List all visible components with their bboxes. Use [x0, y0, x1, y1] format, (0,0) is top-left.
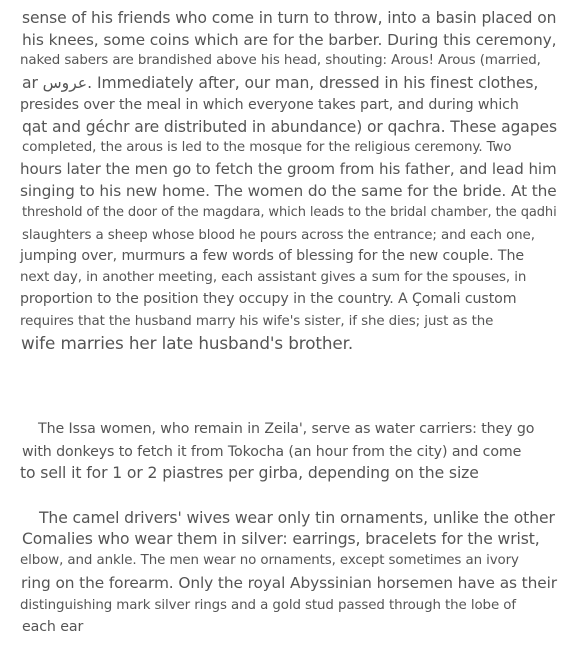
text-line: distinguishing mark silver rings and a gold stud passed through the lobe of	[20, 598, 516, 613]
text-line: completed, the arous is led to the mosque for the religious ceremony. Two	[22, 140, 512, 155]
text-line: The Issa women, who remain in Zeila', serve as water carriers: they go	[38, 421, 535, 437]
text-line: elbow, and ankle. The men wear no ornaments, except sometimes an ivory	[20, 553, 519, 568]
text-line: to sell it for 1 or 2 piastres per girba, depending on the size	[20, 464, 479, 482]
text-line: each ear	[22, 619, 84, 635]
text-line: The camel drivers' wives wear only tin ornaments, unlike the other	[39, 509, 555, 527]
text-line: hours later the men go to fetch the groom from his father, and lead him	[20, 160, 557, 178]
text-line: his knees, some coins which are for the barber. During this ceremony,	[22, 31, 557, 49]
text-line: naked sabers are brandished above his head, shouting: Arous! Arous (married,	[20, 53, 541, 68]
text-line: next day, in another meeting, each assistant gives a sum for the spouses, in	[20, 270, 527, 285]
text-line: presides over the meal in which everyone takes part, and during which	[20, 97, 519, 113]
text-line: qat and géchr are distributed in abundance) or qachra. These agapes	[22, 118, 557, 136]
text-line: singing to his new home. The women do the same for the bride. At the	[20, 182, 557, 200]
text-line: wife marries her late husband's brother.	[21, 333, 354, 353]
text-line: with donkeys to fetch it from Tokocha (an hour from the city) and come	[22, 444, 522, 460]
text-line: ar عروس. Immediately after, our man, dressed in his finest clothes,	[22, 74, 539, 92]
text-line: Comalies who wear them in silver: earrings, bracelets for the wrist,	[22, 530, 540, 548]
text-line: proportion to the position they occupy in the country. A Çomali custom	[20, 291, 517, 307]
text-line: requires that the husband marry his wife's sister, if she dies; just as the	[20, 314, 494, 329]
text-line: sense of his friends who come in turn to throw, into a basin placed on	[22, 9, 557, 27]
text-line: ring on the forearm. Only the royal Abyssinian horsemen have as their	[21, 574, 557, 592]
text-line: threshold of the door of the magdara, which leads to the bridal chamber, the qadhi	[22, 205, 557, 220]
text-line: slaughters a sheep whose blood he pours across the entrance; and each one,	[22, 228, 535, 243]
text-line: jumping over, murmurs a few words of blessing for the new couple. The	[20, 248, 525, 264]
